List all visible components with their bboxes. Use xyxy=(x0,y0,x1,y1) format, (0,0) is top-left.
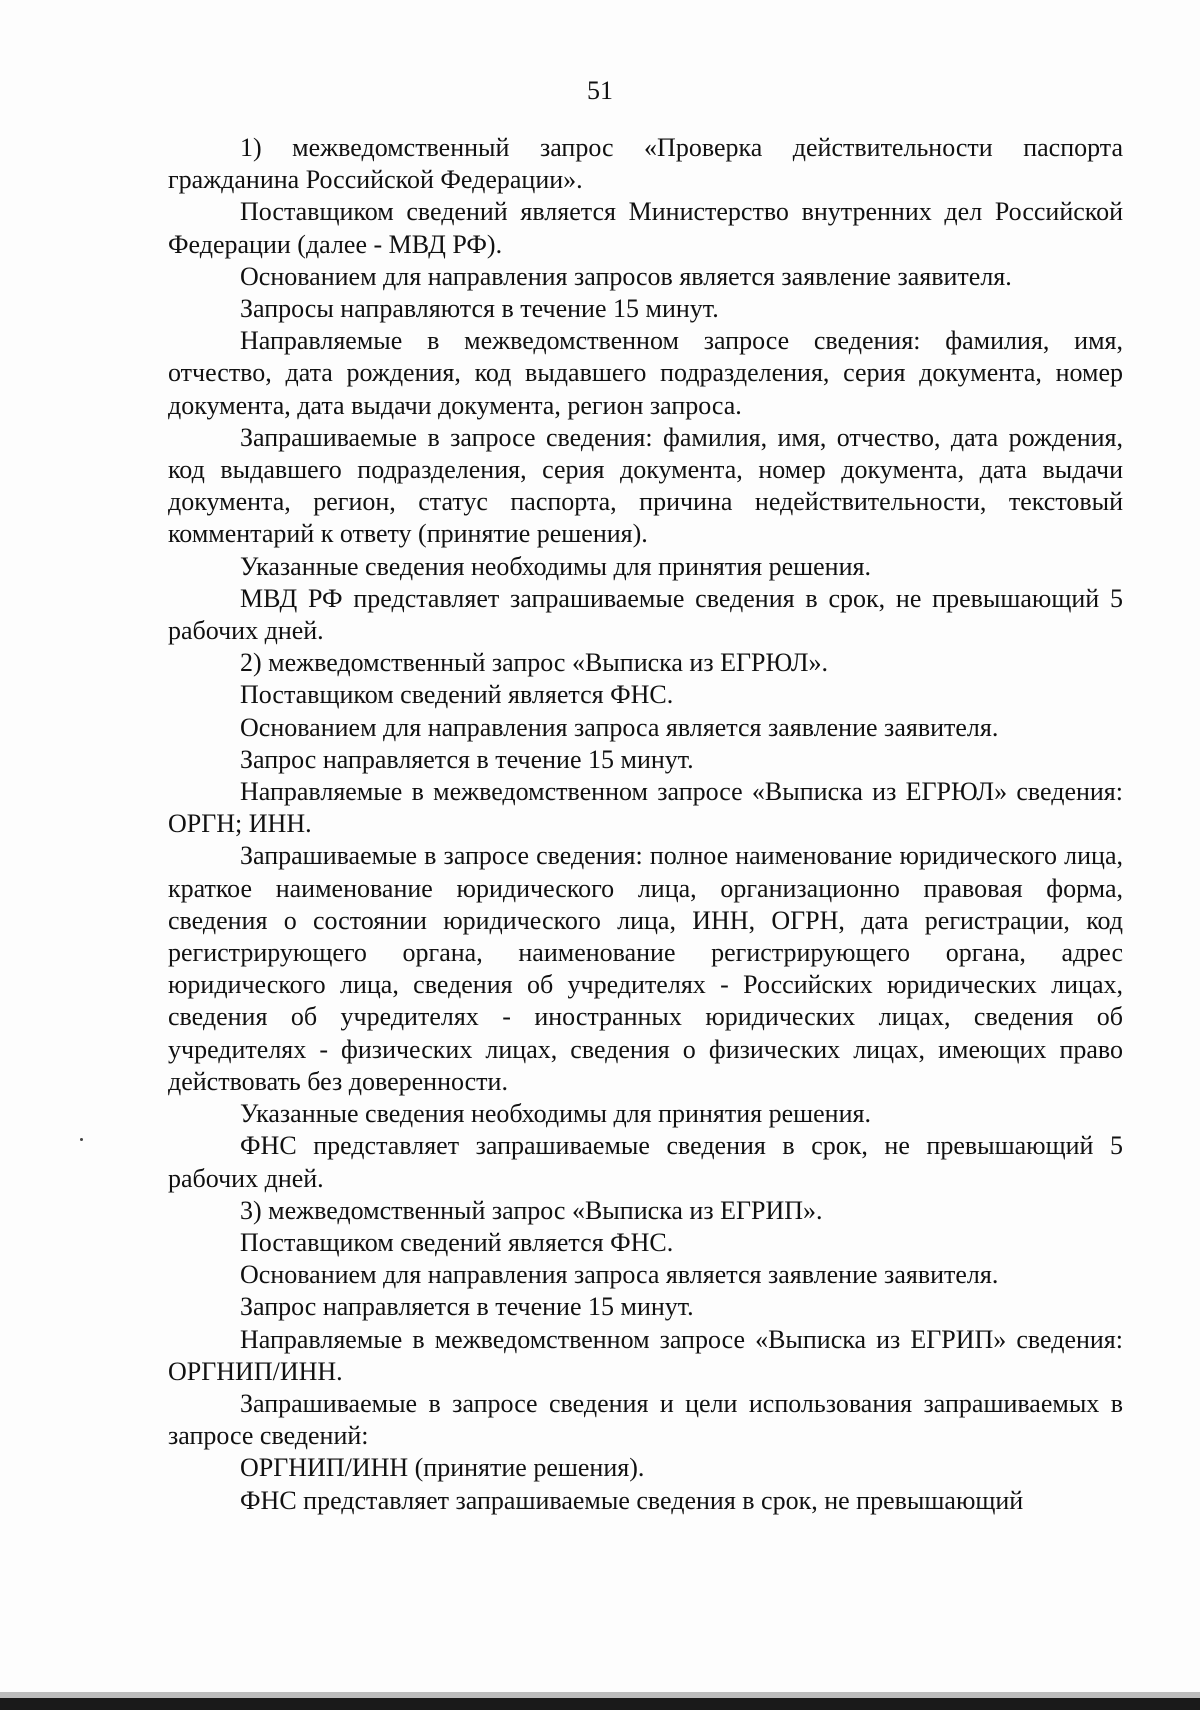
paragraph: Запрос направляется в течение 15 минут. xyxy=(240,1292,694,1322)
page-number: 51 xyxy=(587,76,613,105)
paragraph: ОРГНИП/ИНН (принятие решения). xyxy=(240,1453,645,1483)
paragraph: Основанием для направления запроса является заявление заявителя. xyxy=(240,712,999,742)
paragraph: Поставщиком сведений является ФНС. xyxy=(240,680,674,710)
paragraph: 3) межведомственный запрос «Выписка из ЕГРИП». xyxy=(240,1195,823,1225)
scan-bottom-edge xyxy=(0,1698,1200,1710)
paragraph: МВД РФ представляет запрашиваемые сведения в срок, не превышающий 5 рабочих дней. xyxy=(168,583,1123,646)
paragraph: Поставщиком сведений является Министерство внутренних дел Российской Федерации (далее - МВД РФ). xyxy=(168,197,1123,259)
paragraph: Поставщиком сведений является ФНС. xyxy=(240,1227,674,1257)
document-body xyxy=(168,132,1123,1517)
paragraph: Запрашиваемые в запросе сведения: полное наименование юридического лица, краткое наименование юридического лица, организационно правовая форма, сведения о состоянии юридического лица, ИНН, ОГРН, дата регистрации, код регистрирующего органа, наименование регистрирующего органа, адрес юридического лица, сведения об учредителях - Российских юридических лицах, сведения об учредителях - иностранных юридических лицах, сведения об учредителях - физических лицах, сведения о физических лицах, имеющих право действовать без доверенности. xyxy=(168,841,1123,1096)
paragraph: Указанные сведения необходимы для принятия решения. xyxy=(240,1099,871,1129)
paragraph: Основанием для направления запроса является заявление заявителя. xyxy=(240,1260,999,1290)
paragraph: ФНС представляет запрашиваемые сведения в срок, не превышающий 5 рабочих дней. xyxy=(168,1131,1123,1193)
paragraph: Направляемые в межведомственном запросе сведения: фамилия, имя, отчество, дата рождения, код выдавшего подразделения, серия документа, номер документа, дата выдачи документа, регион запроса. xyxy=(168,326,1123,420)
paragraph: Указанные сведения необходимы для принятия решения. xyxy=(240,551,871,581)
paragraph: Направляемые в межведомственном запросе «Выписка из ЕГРЮЛ» сведения: ОРГН; ИНН. xyxy=(168,777,1123,839)
paragraph: Основанием для направления запросов является заявление заявителя. xyxy=(240,261,1012,291)
paragraph: Запросы направляются в течение 15 минут. xyxy=(240,294,719,324)
paragraph: Запрос направляется в течение 15 минут. xyxy=(240,744,694,774)
paragraph: Запрашиваемые в запросе сведения: фамилия, имя, отчество, дата рождения, код выдавшего подразделения, серия документа, номер документа, дата выдачи документа, регион, статус паспорта, причина недействительности, текстовый комментарий к ответу (принятие решения). xyxy=(168,422,1123,549)
paragraph: ФНС представляет запрашиваемые сведения в срок, не превышающий xyxy=(240,1485,1024,1515)
paragraph: 2) межведомственный запрос «Выписка из ЕГРЮЛ». xyxy=(240,648,829,678)
paragraph: Направляемые в межведомственном запросе «Выписка из ЕГРИП» сведения: ОРГНИП/ИНН. xyxy=(168,1324,1123,1386)
paragraph: Запрашиваемые в запросе сведения и цели использования запрашиваемых в запросе сведений: xyxy=(168,1388,1123,1451)
paragraph: 1) межведомственный запрос «Проверка действительности паспорта гражданина Российской Федерации». xyxy=(168,133,1123,195)
scan-speck xyxy=(80,1138,83,1141)
